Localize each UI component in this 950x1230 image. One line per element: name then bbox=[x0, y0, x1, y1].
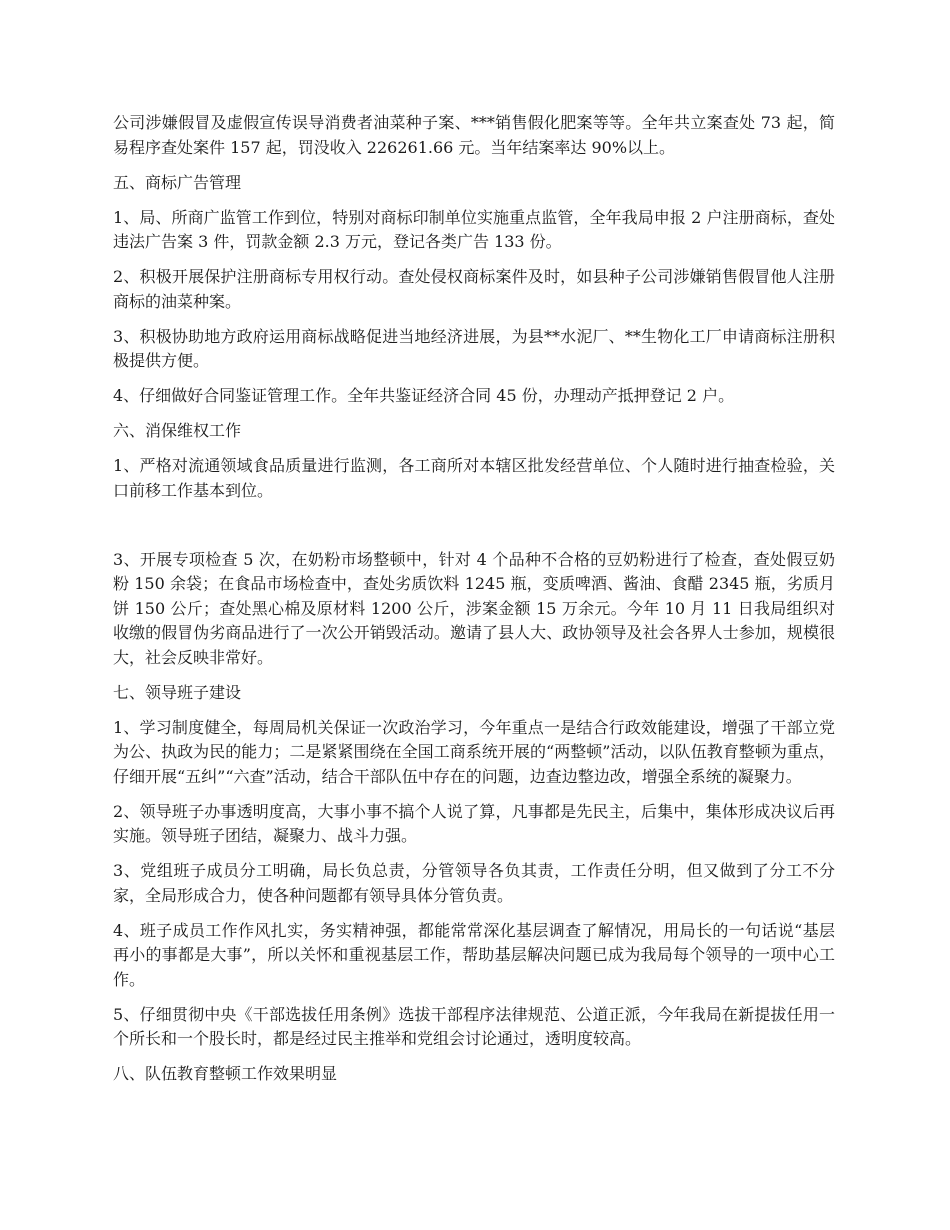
paragraph-trademark-item-2: 2、积极开展保护注册商标专用权行动。查处侵权商标案件及时，如县种子公司涉嫌销售假冒他人注册商标的油菜种案。 bbox=[113, 267, 835, 311]
paragraph-trademark-item-4: 4、仔细做好合同鉴证管理工作。全年共鉴证经济合同 45 份，办理动产抵押登记 2 户。 bbox=[113, 386, 735, 405]
paragraph-trademark-item-3: 3、积极协助地方政府运用商标战略促进当地经济进展，为县**水泥厂、**生物化工厂申请商标注册积极提供方便。 bbox=[113, 326, 835, 370]
paragraph-leadership-item-2: 2、领导班子办事透明度高，大事小事不搞个人说了算，凡事都是先民主，后集中，集体形成决议后再实施。领导班子团结，凝聚力、战斗力强。 bbox=[113, 801, 835, 845]
document-body bbox=[113, 111, 835, 1097]
section-heading-team-rectification: 八、队伍教育整顿工作效果明显 bbox=[113, 1064, 338, 1083]
paragraph-leadership-item-3: 3、党组班子成员分工明确，局长负总责，分管领导各负其责，工作责任分明，但又做到了分工不分家，全局形成合力，使各种问题都有领导具体分管负责。 bbox=[113, 861, 835, 905]
paragraph-leadership-item-5: 5、仔细贯彻中央《干部选拔任用条例》选拔干部程序法律规范、公道正派，今年我局在新提拔任用一个所长和一个股长时，都是经过民主推举和党组会讨论通过，透明度较高。 bbox=[113, 1004, 835, 1048]
paragraph-consumer-item-3: 3、开展专项检查 5 次，在奶粉市场整顿中，针对 4 个品种不合格的豆奶粉进行了检查，查处假豆奶粉 150 余袋；在食品市场检查中，查处劣质饮料 1245 瓶，变质啤酒、酱油、食醋 2345 瓶，劣质月饼 150 公斤；查处黑心棉及原材料 1200 公斤，涉案金额 15 万余元。今年 10 月 11 日我局组织对收缴的假冒伪劣商品进行了一次公开销毁活动。邀请了县人大、政协领导及社会各界人士参加，规模很大，社会反映非常好。 bbox=[113, 549, 835, 667]
blank-gap bbox=[113, 514, 835, 548]
paragraph-leadership-item-4: 4、班子成员工作作风扎实，务实精神强，都能常常深化基层调查了解情况，用局长的一句话说“基层再小的事都是大事”，所以关怀和重视基层工作，帮助基层解决问题已成为我局每个领导的一项中心工作。 bbox=[113, 920, 835, 989]
paragraph-case-summary: 公司涉嫌假冒及虚假宣传误导消费者油菜种子案、***销售假化肥案等等。全年共立案查处 73 起，简易程序查处案件 157 起，罚没收入 226261.66 元。当年结案率达 90%以上。 bbox=[113, 113, 835, 157]
section-heading-trademark-advertising: 五、商标广告管理 bbox=[113, 172, 242, 192]
paragraph-consumer-item-1: 1、严格对流通领域食品质量进行监测，各工商所对本辖区批发经营单位、个人随时进行抽查检验，关口前移工作基本到位。 bbox=[113, 456, 835, 500]
paragraph-leadership-item-1: 1、学习制度健全，每周局机关保证一次政治学习，今年重点一是结合行政效能建设，增强了干部立党为公、执政为民的能力；二是紧紧围绕在全国工商系统开展的“两整顿”活动，以队伍教育整顿为重点，仔细开展“五纠”“六查”活动，结合干部队伍中存在的问题，边查边整边改，增强全系统的凝聚力。 bbox=[113, 717, 835, 786]
paragraph-trademark-item-1: 1、局、所商广监管工作到位，特别对商标印制单位实施重点监管，全年我局申报 2 户注册商标，查处违法广告案 3 件，罚款金额 2.3 万元，登记各类广告 133 份。 bbox=[113, 207, 835, 251]
section-heading-leadership: 七、领导班子建设 bbox=[113, 682, 242, 702]
section-heading-consumer-protection: 六、消保维权工作 bbox=[113, 421, 242, 440]
